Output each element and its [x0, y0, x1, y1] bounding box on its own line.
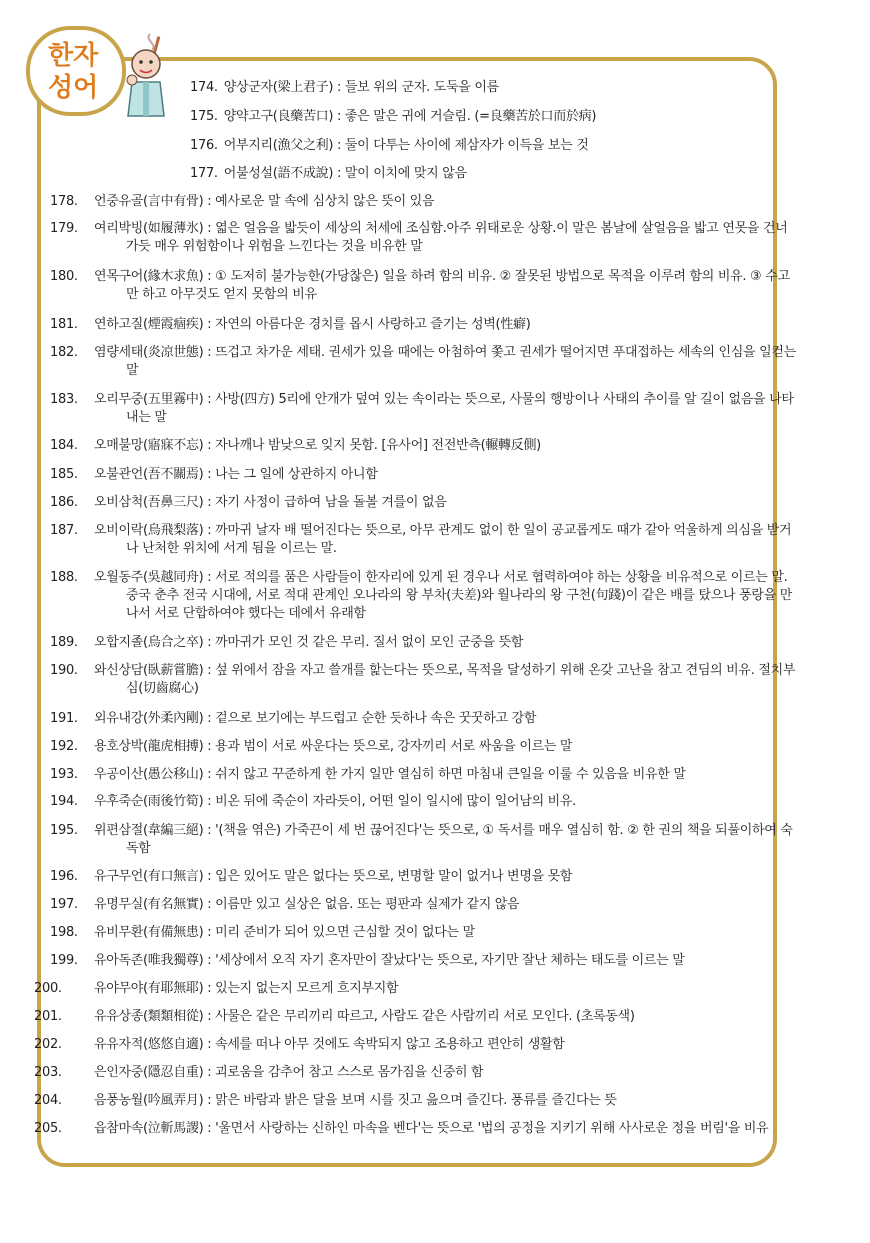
list-item: 180. 연목구어(緣木求魚) : ① 도저히 불가능한(가당찮은) 일을 하려 함의 비유. ② 잘못된 방법으로 목적을 이루려 함의 비유. ③ 수고만 하고 아무것도 얻지 못함의 비유: [50, 269, 790, 302]
list-item: 190. 와신상담(臥薪嘗膽) : 섶 위에서 잠을 자고 쓸개를 핥는다는 뜻으로, 목적을 달성하기 위해 온갖 고난을 참고 견딤의 비유. 절치부심(切齒腐心): [50, 663, 796, 696]
list-item: 199. 유아독존(唯我獨尊) : '세상에서 오직 자기 혼자만이 잘났다'는 뜻으로, 자기만 잘난 체하는 태도를 이르는 말: [50, 953, 685, 968]
badge-title: [48, 40, 98, 104]
list-item: 193. 우공이산(愚公移山) : 쉬지 않고 꾸준하게 한 가지 일만 열심히 하면 마침내 큰일을 이룰 수 있음을 비유한 말: [50, 767, 686, 782]
list-item: 200. 유야무야(有耶無耶) : 있는지 없는지 모르게 흐지부지함: [34, 981, 399, 996]
badge-line-2: 성어: [48, 73, 99, 103]
list-item: 184. 오매불망(寤寐不忘) : 자나깨나 밤낮으로 잊지 못함. [유사어] 전전반측(輾轉反側): [50, 438, 541, 453]
list-item: 194. 우후죽순(雨後竹筍) : 비온 뒤에 죽순이 자라듯이, 어떤 일이 일시에 많이 일어남의 비유.: [50, 794, 577, 809]
list-item: 203. 은인자중(隱忍自重) : 괴로움을 감추어 참고 스스로 몸가짐을 신중히 함: [34, 1065, 484, 1080]
list-item: 182. 염량세태(炎凉世態) : 뜨겁고 차가운 세태. 권세가 있을 때에는 아첨하여 쫓고 권세가 떨어지면 푸대접하는 세속의 인심을 일컫는 말: [50, 345, 796, 378]
scholar-mascot-icon: [118, 30, 178, 120]
list-item: 183. 오리무중(五里霧中) : 사방(四方) 5리에 안개가 덮여 있는 속이라는 뜻으로, 사물의 행방이나 사태의 추이를 알 길이 없음을 나타내는 말: [50, 392, 794, 425]
list-item: 188. 오월동주(吳越同舟) : 서로 적의를 품은 사람들이 한자리에 있게 된 경우나 서로 협력하여야 하는 상황을 비유적으로 이르는 말. 중국 춘추 전국 시대에, 서로 적대 관계인 오나라의 왕 부차(夫差)와 월나라의 왕 구천(句踐)이 같은 배를 탔으나 풍랑을 만나서 서로 단합하여야 했다는 데에서 유래함: [50, 570, 792, 621]
list-item: 185. 오불관언(吾不關焉) : 나는 그 일에 상관하지 아니함: [50, 467, 378, 482]
list-item: 176. 어부지리(漁父之利) : 둘이 다투는 사이에 제삼자가 이득을 보는 것: [190, 138, 589, 153]
list-item: 202. 유유자적(悠悠自適) : 속세를 떠나 아무 것에도 속박되지 않고 조용하고 편안히 생활함: [34, 1037, 565, 1052]
list-item: 204. 음풍농월(吟風弄月) : 맑은 바람과 밝은 달을 보며 시를 짓고 읊으며 즐긴다. 풍류를 즐긴다는 뜻: [34, 1093, 617, 1108]
list-item: 181. 연하고질(煙霞痼疾) : 자연의 아름다운 경치를 몹시 사랑하고 즐기는 성벽(性癖): [50, 317, 531, 332]
list-item: 192. 용호상박(龍虎相搏) : 용과 범이 서로 싸운다는 뜻으로, 강자끼리 서로 싸움을 이르는 말: [50, 739, 573, 754]
list-item: 178. 언중유골(言中有骨) : 예사로운 말 속에 심상치 않은 뜻이 있음: [50, 194, 435, 209]
list-item: 201. 유유상종(類類相從) : 사물은 같은 무리끼리 따르고, 사람도 같은 사람끼리 서로 모인다. (초록동색): [34, 1009, 635, 1024]
list-item: 189. 오합지졸(烏合之卒) : 까마귀가 모인 것 같은 무리. 질서 없이 모인 군중을 뜻함: [50, 635, 524, 650]
list-item: 191. 외유내강(外柔內剛) : 겉으로 보기에는 부드럽고 순한 듯하나 속은 꿋꿋하고 강함: [50, 711, 537, 726]
list-item: 196. 유구무언(有口無言) : 입은 있어도 말은 없다는 뜻으로, 변명할 말이 없거나 변명을 못함: [50, 869, 573, 884]
list-item: 174. 양상군자(梁上君子) : 들보 위의 군자. 도둑을 이름: [190, 80, 499, 95]
list-item: 195. 위편삼절(韋編三絕) : '(책을 엮은) 가죽끈이 세 번 끊어진다'는 뜻으로, ① 독서를 매우 열심히 함. ② 한 권의 책을 되풀이하여 숙독함: [50, 823, 793, 856]
badge-line-1: 한자: [48, 41, 99, 71]
list-item: 177. 어불성설(語不成說) : 말이 이치에 맞지 않음: [190, 166, 467, 181]
list-item: 179. 여리박빙(如履薄氷) : 엷은 얼음을 밟듯이 세상의 처세에 조심함.아주 위태로운 상황.이 말은 봄날에 살얼음을 밟고 연못을 건너가듯 매우 위험함이나 위험을 느낀다는 것을 비유한 말: [50, 221, 788, 254]
list-item: 197. 유명무실(有名無實) : 이름만 있고 실상은 없음. 또는 평판과 실제가 같지 않음: [50, 897, 520, 912]
list-item: 187. 오비이락(烏飛梨落) : 까마귀 날자 배 떨어진다는 뜻으로, 아무 관계도 없이 한 일이 공교롭게도 때가 같아 억울하게 의심을 받거나 난처한 위치에 서게 됨을 이르는 말.: [50, 523, 792, 556]
list-item: 205. 읍참마속(泣斬馬謖) : '울면서 사랑하는 신하인 마속을 벤다'는 뜻으로 '법의 공정을 지키기 위해 사사로운 정을 버림'을 비유: [34, 1121, 769, 1136]
list-item: 186. 오비삼척(吾鼻三尺) : 자기 사정이 급하여 남을 돌볼 겨를이 없음: [50, 495, 447, 510]
list-item: 175. 양약고구(良藥苦口) : 좋은 말은 귀에 거슬림. (=良藥苦於口而於病): [190, 109, 597, 124]
list-item: 198. 유비무환(有備無患) : 미리 준비가 되어 있으면 근심할 것이 없다는 말: [50, 925, 475, 940]
